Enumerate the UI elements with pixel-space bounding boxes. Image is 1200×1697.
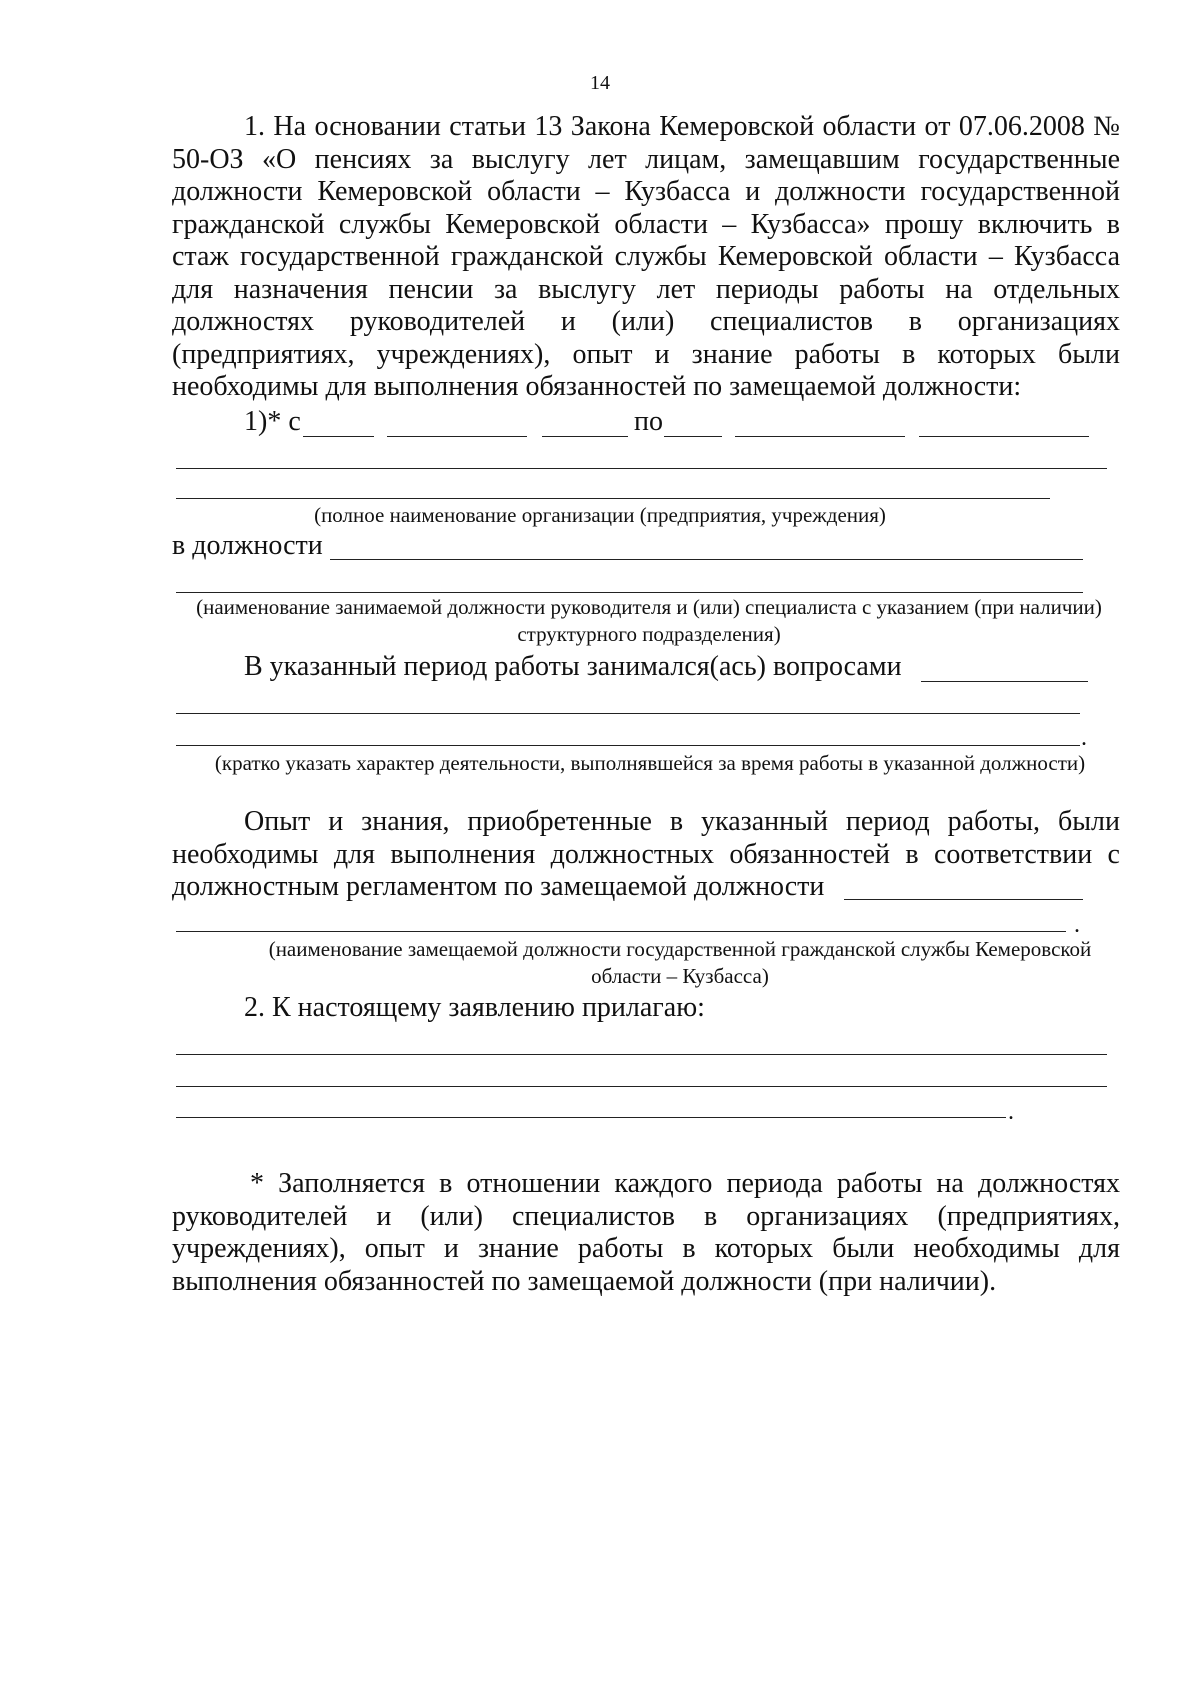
period-to-day-blank[interactable] bbox=[664, 436, 722, 437]
period-to-month-blank[interactable] bbox=[735, 436, 905, 437]
duties-label: В указанный период работы занимался(ась) вопросами bbox=[244, 651, 902, 682]
duties-blank-line-1[interactable] bbox=[921, 681, 1088, 682]
intro-paragraph: 1. На основании статьи 13 Закона Кемеровской области от 07.06.2008 № 50-ОЗ «О пенсиях за выслугу лет лицам, замещавшим государственные должности Кемеровской области – Кузбасса и должности государственной гражданской службы Кемеровской области – Кузбасса» прошу включить в стаж государственной гражданской службы Кемеровской области – Кузбасса для назначения пенсии за выслугу лет периоды работы на отдельных должностях руководителей и (или) специалистов в организациях (предприятиях, учреждениях), опыт и знание работы в которых были необходимы для выполнения обязанностей по замещаемой должности: bbox=[172, 111, 1120, 402]
organization-caption: (полное наименование организации (предприятия, учреждения) bbox=[314, 503, 886, 527]
organization-blank-line-1[interactable] bbox=[176, 468, 1107, 469]
attachments-title: 2. К настоящему заявлению прилагаю: bbox=[244, 992, 705, 1023]
service-position-blank-line-1[interactable] bbox=[844, 899, 1083, 900]
position-blank-line-2[interactable] bbox=[176, 592, 1083, 593]
period-label: 1)* с bbox=[244, 406, 301, 437]
duties-blank-line-3[interactable] bbox=[176, 745, 1080, 746]
attachment-line-1[interactable] bbox=[176, 1054, 1107, 1055]
page-number: 14 bbox=[590, 72, 610, 94]
duties-end-dot: . bbox=[1081, 725, 1087, 751]
service-position-caption: (наименование замещаемой должности государственной гражданской службы Кемеровской области – Кузбасса) bbox=[268, 937, 1092, 988]
position-caption: (наименование занимаемой должности руководителя и (или) специалиста с указанием (при наличии) структурного подразделения) bbox=[196, 595, 1102, 646]
experience-paragraph: Опыт и знания, приобретенные в указанный период работы, были необходимы для выполнения должностных обязанностей в соответствии с должностным регламентом по замещаемой должности bbox=[172, 806, 1120, 902]
period-from-day-blank[interactable] bbox=[303, 436, 374, 437]
attachments-end-dot: . bbox=[1008, 1099, 1014, 1125]
service-position-blank-line-2[interactable] bbox=[176, 931, 1066, 932]
period-from-year-blank[interactable] bbox=[542, 436, 628, 437]
organization-blank-line-2[interactable] bbox=[176, 498, 1050, 499]
duties-blank-line-2[interactable] bbox=[176, 713, 1080, 714]
position-label: в должности bbox=[172, 530, 323, 561]
duties-caption: (кратко указать характер деятельности, выполнявшейся за время работы в указанной должности) bbox=[214, 751, 1086, 775]
period-to-year-blank[interactable] bbox=[919, 436, 1089, 437]
attachment-line-3[interactable] bbox=[176, 1117, 1006, 1118]
position-blank-line-1[interactable] bbox=[330, 559, 1083, 560]
period-from-month-blank[interactable] bbox=[387, 436, 527, 437]
period-to-label: по bbox=[634, 406, 663, 437]
attachment-line-2[interactable] bbox=[176, 1086, 1107, 1087]
footnote: * Заполняется в отношении каждого периода работы на должностях руководителей и (или) специалистов в организациях (предприятиях, учреждениях), опыт и знание работы в которых были необходимы для выполнения обязанностей по замещаемой должности (при наличии). bbox=[172, 1168, 1120, 1297]
service-end-dot: . bbox=[1074, 912, 1080, 938]
